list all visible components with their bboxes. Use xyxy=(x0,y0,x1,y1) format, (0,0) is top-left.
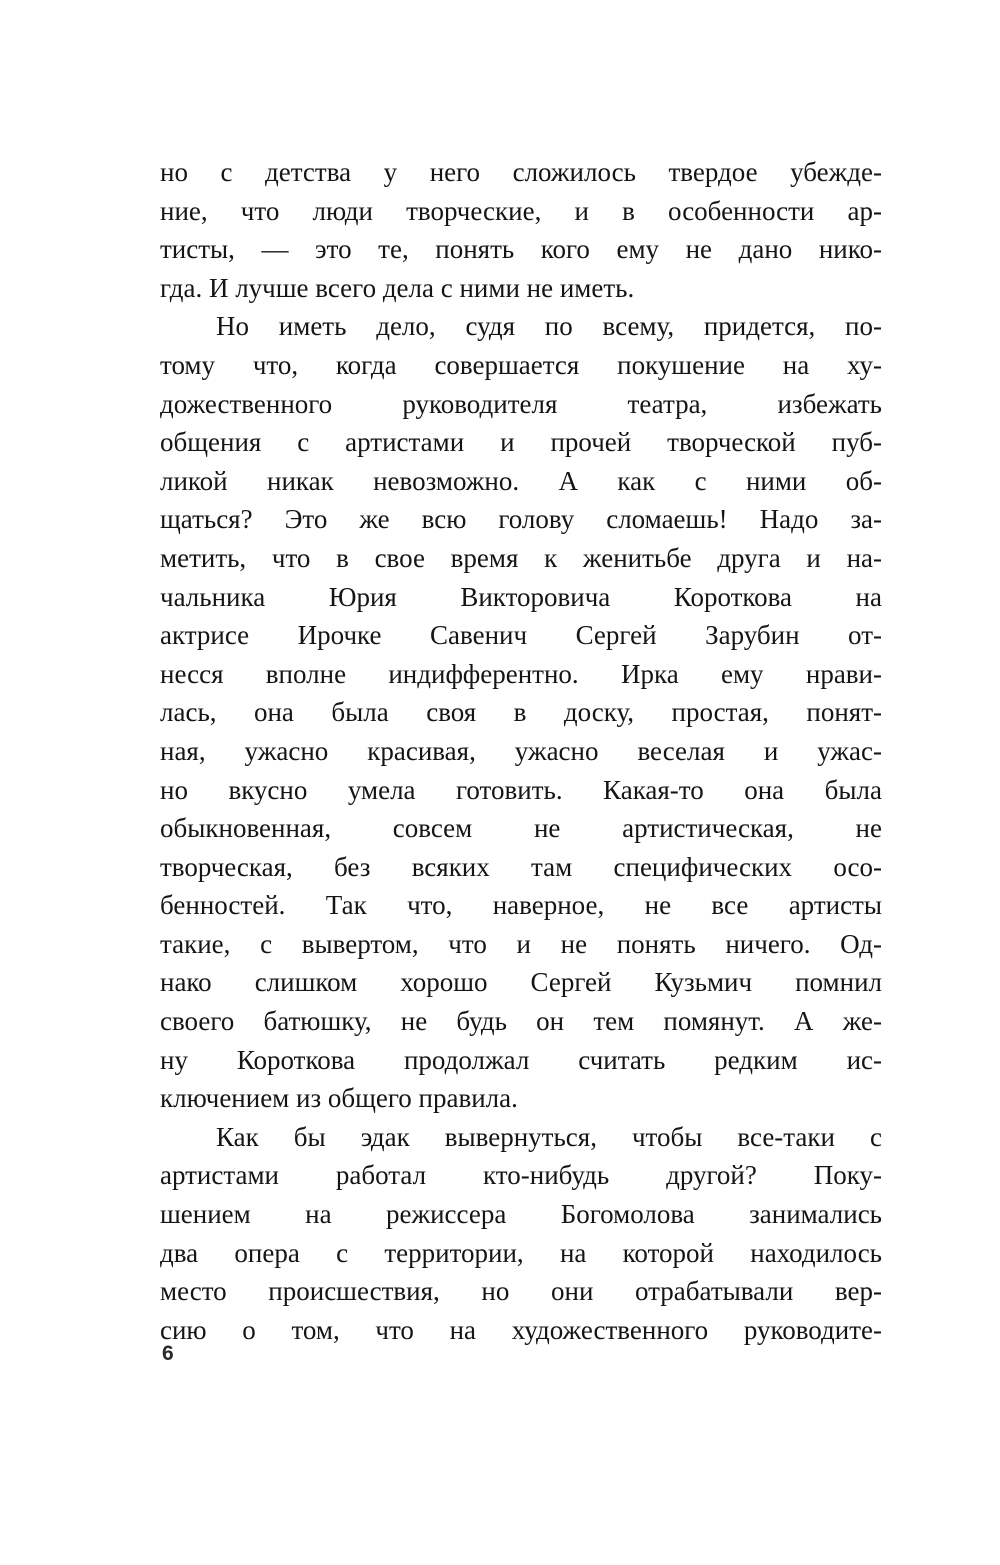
text-line: актрисе Ирочке Савенич Сергей Зарубин от- xyxy=(160,620,882,651)
paragraph xyxy=(160,1118,882,1350)
text-line: ние, что люди творческие, и в особенности ар- xyxy=(160,195,882,226)
text-line: ная, ужасно красивая, ужасно веселая и ужас- xyxy=(160,735,882,766)
text-line: Но иметь дело, судя по всему, придется, по- xyxy=(216,311,882,342)
paragraph xyxy=(160,153,882,307)
text-line: артистами работал кто-нибудь другой? Поку- xyxy=(160,1160,882,1191)
text-line: чальника Юрия Викторовича Короткова на xyxy=(160,581,882,612)
text-line: сию о том, что на художественного руководите- xyxy=(160,1314,882,1345)
text-line: но с детства у него сложилось твердое убежде- xyxy=(160,157,882,187)
text-line: но вкусно умела готовить. Какая-то она была xyxy=(160,774,882,805)
text-line: лась, она была своя в доску, простая, понят- xyxy=(160,697,882,728)
text-line: ликой никак невозможно. А как с ними об- xyxy=(160,465,882,496)
text-line: щаться? Это же всю голову сломаешь! Надо за- xyxy=(160,504,882,535)
text-line: Как бы эдак вывернуться, чтобы все-таки с xyxy=(216,1121,882,1152)
text-line: дожественного руководителя театра, избежать xyxy=(160,388,882,419)
paragraph xyxy=(160,307,882,1117)
text-line: ключением из общего правила. xyxy=(160,1083,518,1114)
text-line: несся вполне индифферентно. Ирка ему нрави- xyxy=(160,658,882,689)
text-line: обыкновенная, совсем не артистическая, не xyxy=(160,813,882,844)
text-line: общения с артистами и прочей творческой пуб- xyxy=(160,427,882,458)
text-line: шением на режиссера Богомолова занимались xyxy=(160,1199,882,1230)
text-line: место происшествия, но они отрабатывали вер- xyxy=(160,1276,882,1307)
text-line: тому что, когда совершается покушение на ху- xyxy=(160,349,882,380)
text-line: тисты, — это те, понять кого ему не дано нико- xyxy=(160,234,882,265)
text-line: своего батюшку, не будь он тем помянут. А же- xyxy=(160,1006,882,1037)
page-number: 6 xyxy=(162,1342,174,1365)
text-line: бенностей. Так что, наверное, не все артисты xyxy=(160,890,882,921)
text-line: метить, что в свое время к женитьбе друга и на- xyxy=(160,542,882,573)
text-line: два опера с территории, на которой находилось xyxy=(160,1237,882,1268)
text-line: такие, с вывертом, что и не понять ничего. Од- xyxy=(160,928,882,959)
text-line: нако слишком хорошо Сергей Кузьмич помнил xyxy=(160,967,882,998)
text-block xyxy=(160,153,882,1349)
text-line: гда. И лучше всего дела с ними не иметь. xyxy=(160,272,635,303)
text-line: ну Короткова продолжал считать редким ис- xyxy=(160,1044,882,1075)
text-line: творческая, без всяких там специфических осо- xyxy=(160,851,882,882)
